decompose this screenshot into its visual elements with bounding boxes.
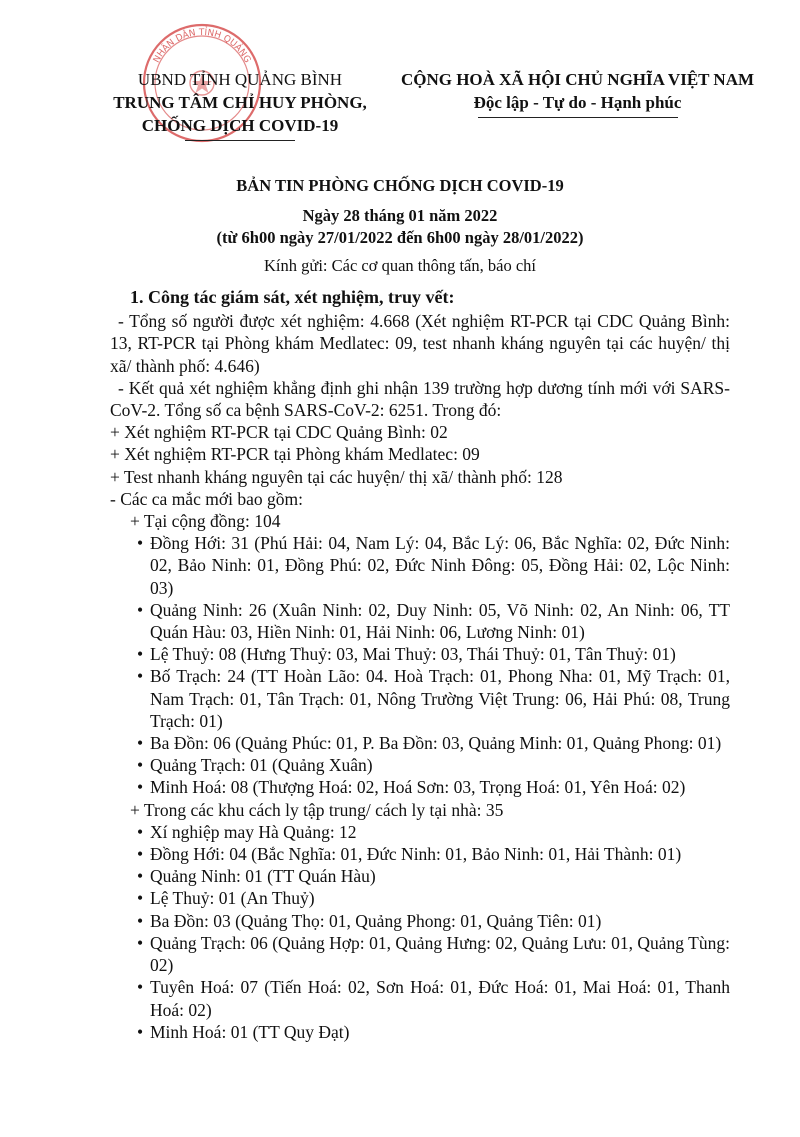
bulletin-title: BẢN TIN PHÒNG CHỐNG DỊCH COVID-19 <box>236 176 564 195</box>
national-motto: Độc lập - Tự do - Hạnh phúc <box>473 93 682 112</box>
national-title: CỘNG HOÀ XÃ HỘI CHỦ NGHĨA VIỆT NAM <box>400 70 755 89</box>
bulletin-time-range: (từ 6h00 ngày 27/01/2022 đến 6h00 ngày 28/01/2022) <box>216 228 584 247</box>
bulletin-date: Ngày 28 tháng 01 năm 2022 <box>302 206 498 225</box>
list-item: • Đồng Hới: 04 (Bắc Nghĩa: 01, Đức Ninh: 01, Bảo Ninh: 01, Hải Thành: 01) <box>137 844 682 865</box>
sub-item-medlatec: + Xét nghiệm RT-PCR tại Phòng khám Medlatec: 09 <box>110 444 480 465</box>
list-item: • Ba Đồn: 03 (Quảng Thọ: 01, Quảng Phong: 01, Quảng Tiên: 01) <box>137 910 602 931</box>
sub-item-cdc: + Xét nghiệm RT-PCR tại CDC Quảng Bình: 02 <box>110 422 448 443</box>
list-item: • Quảng Trạch: 01 (Quảng Xuân) <box>137 755 373 776</box>
list-item: • Minh Hoá: 01 (TT Quy Đạt) <box>137 1021 350 1042</box>
header-left <box>70 68 410 141</box>
list-item: • Đồng Hới: 31 (Phú Hải: 04, Nam Lý: 04, Bắc Lý: 06, Bắc Nghĩa: 02, Đức Ninh: 02, Bảo Ninh: 01, Đồng Phú: 02, Đức Ninh Đông: 05, Đồng Hải: 02, Lộc Ninh: 03) <box>137 533 730 598</box>
list-item: • Minh Hoá: 08 (Thượng Hoá: 02, Hoá Sơn: 03, Trọng Hoá: 01, Yên Hoá: 02) <box>137 777 686 798</box>
section-heading: 1. Công tác giám sát, xét nghiệm, truy vết: <box>130 287 455 307</box>
list-item: • Xí nghiệp may Hà Quảng: 12 <box>137 821 357 842</box>
list-item: • Bố Trạch: 24 (TT Hoàn Lão: 04. Hoà Trạch: 01, Phong Nha: 01, Mỹ Trạch: 01, Nam Trạch: 01, Tân Trạch: 01, Nông Trường Việt Trung: 06, Hải Phú: 08, Trung Trạch: 01) <box>137 666 730 731</box>
province-committee: UBND TỈNH QUẢNG BÌNH <box>137 70 343 89</box>
bulletin-body <box>110 286 730 1043</box>
header-right-underline <box>478 117 678 118</box>
list-item: • Ba Đồn: 06 (Quảng Phúc: 01, P. Ba Đồn: 03, Quảng Minh: 01, Quảng Phong: 01) <box>137 733 722 754</box>
list-item: • Tuyên Hoá: 07 (Tiến Hoá: 02, Sơn Hoá: 01, Đức Hoá: 01, Mai Hoá: 01, Thanh Hoá: 02) <box>137 977 730 1020</box>
header-right <box>380 68 775 118</box>
list-item: • Quảng Ninh: 26 (Xuân Ninh: 02, Duy Ninh: 05, Võ Ninh: 02, An Ninh: 06, TT Quán Hàu: 03, Hiền Ninh: 01, Hải Ninh: 06, Lương Ninh: 01) <box>137 599 730 643</box>
command-center-line1: TRUNG TÂM CHỈ HUY PHÒNG, <box>113 93 367 112</box>
positive-results-paragraph: - Kết quả xét nghiệm khẳng định ghi nhận 139 trường hợp dương tính mới với SARS-CoV-2. Tổng số ca bệnh SARS-CoV-2: 6251. Trong đó: <box>110 377 730 421</box>
isolation-heading: + Trong các khu cách ly tập trung/ cách ly tại nhà: 35 <box>130 799 504 820</box>
list-item: • Quảng Trạch: 06 (Quảng Hợp: 01, Quảng Hưng: 02, Quảng Lưu: 01, Quảng Tùng: 02) <box>137 932 730 976</box>
new-cases-heading: - Các ca mắc mới bao gồm: <box>110 488 303 509</box>
tested-total-paragraph: - Tổng số người được xét nghiệm: 4.668 (Xét nghiệm RT-PCR tại CDC Quảng Bình: 13, RT-PCR tại Phòng khám Medlatec: 09, test nhanh kháng nguyên tại các huyện/ thị xã/ thành phố: 4.646) <box>110 311 730 376</box>
list-item: • Lệ Thuỷ: 01 (An Thuỷ) <box>137 888 315 909</box>
list-item: • Lệ Thuỷ: 08 (Hưng Thuỷ: 03, Mai Thuỷ: 03, Thái Thuỷ: 01, Tân Thuỷ: 01) <box>137 644 676 665</box>
command-center-line2: CHỐNG DỊCH COVID-19 <box>141 116 339 135</box>
sub-item-rapid-test: + Test nhanh kháng nguyên tại các huyện/ thị xã/ thành phố: 128 <box>110 466 563 487</box>
svg-text:NHÂN DÂN TỈNH QUẢNG: NHÂN DÂN TỈNH QUẢNG <box>151 27 253 65</box>
header-left-underline <box>185 140 295 141</box>
community-heading: + Tại cộng đồng: 104 <box>130 511 281 532</box>
list-item: • Quảng Ninh: 01 (TT Quán Hàu) <box>137 866 376 887</box>
bulletin-greeting: Kính gửi: Các cơ quan thông tấn, báo chí <box>264 256 536 275</box>
